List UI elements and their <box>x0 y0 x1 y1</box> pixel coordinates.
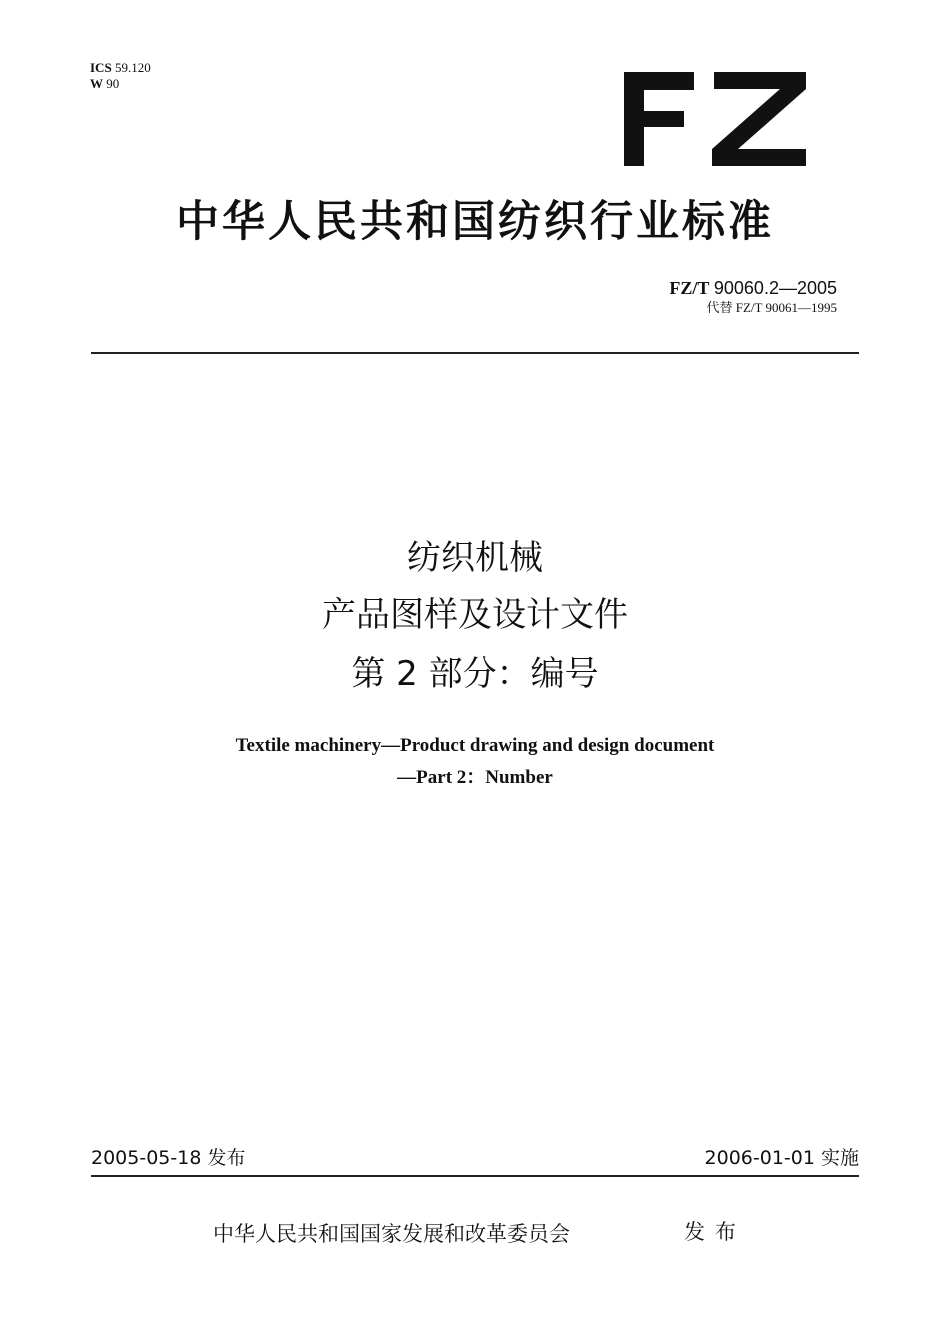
title-cn-line-3: 第 2 部分：编号 <box>351 654 599 694</box>
bottom-divider <box>91 1175 859 1177</box>
ccs-line <box>90 76 151 92</box>
implementation-date: 2006-01-01 实施 <box>704 1147 859 1169</box>
title-cn-line-1: 纺织机械 <box>407 538 543 578</box>
standard-number <box>669 277 837 299</box>
replaced-standard: 代替 FZ/T 90061—1995 <box>706 300 837 315</box>
standard-code-number: 90060.2—2005 <box>713 278 837 298</box>
standard-code-prefix: FZ/T <box>669 278 710 298</box>
ccs-label: W <box>90 76 103 91</box>
title-en-line-2: —Part 2：Number <box>397 767 553 788</box>
top-divider <box>91 352 859 354</box>
ccs-code: 90 <box>106 76 120 91</box>
issuing-authority-title: 中华人民共和国纺织行业标准 <box>176 197 774 247</box>
issuer-action: 发布 <box>684 1220 746 1244</box>
fz-logo <box>618 70 810 168</box>
issuer-name: 中华人民共和国国家发展和改革委员会 <box>213 1222 570 1246</box>
classification-codes <box>90 60 151 92</box>
title-en-line-1: Textile machinery—Product drawing and design document <box>235 735 715 756</box>
ics-line <box>90 60 151 76</box>
issue-date: 2005-05-18 发布 <box>91 1147 246 1169</box>
title-cn-line-2: 产品图样及设计文件 <box>322 595 628 635</box>
ics-label: ICS <box>90 60 112 75</box>
ics-code: 59.120 <box>114 60 151 75</box>
